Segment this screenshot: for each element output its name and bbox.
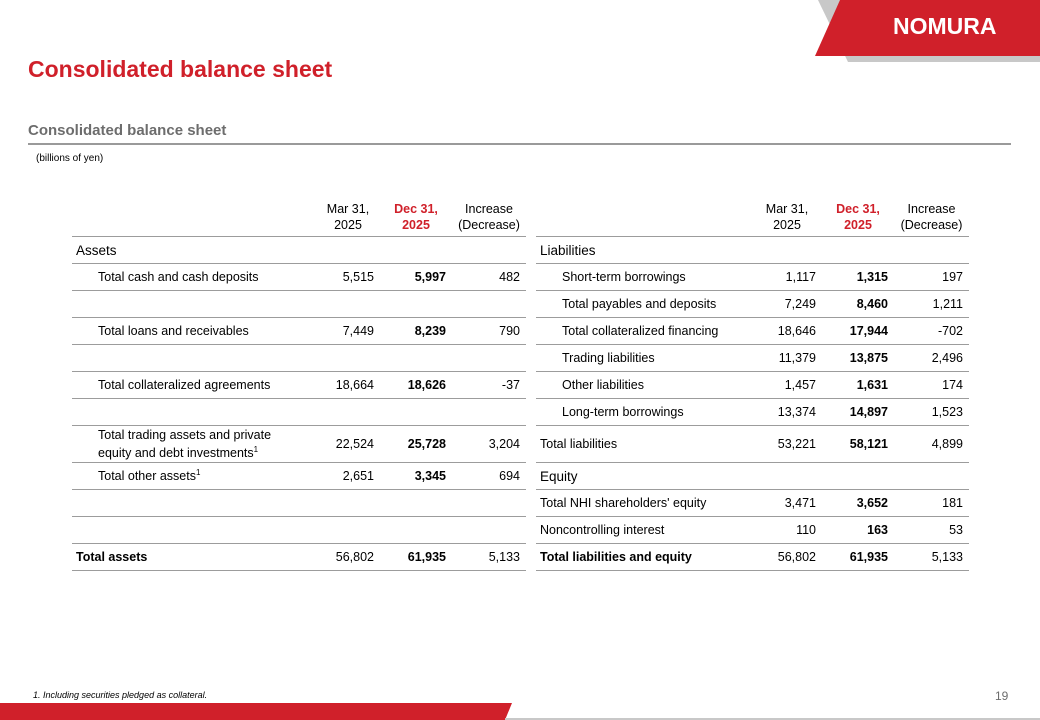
- dec-value: 3,345: [380, 463, 452, 490]
- col-dec-line2: 2025: [402, 218, 430, 232]
- page-number: 19: [995, 689, 1009, 703]
- row-label: Trading liabilities: [536, 345, 752, 372]
- liabilities-header-row: [536, 198, 969, 237]
- row-label: Other liabilities: [536, 372, 752, 399]
- col-chg-line2: (Decrease): [458, 218, 520, 232]
- assets-section-label: Assets: [72, 237, 526, 264]
- col-mar-header: [316, 198, 380, 237]
- mar-value: 7,249: [752, 291, 822, 318]
- col-dec-header: [380, 198, 452, 237]
- chg-value: 197: [894, 264, 969, 291]
- mar-value: 11,379: [752, 345, 822, 372]
- mar-value: 18,664: [316, 372, 380, 399]
- col-dec-line1: Dec 31,: [836, 202, 880, 216]
- col-chg-line2: (Decrease): [900, 218, 963, 232]
- row-label: [72, 426, 316, 463]
- total-label: Total assets: [72, 544, 316, 571]
- chg-value: -702: [894, 318, 969, 345]
- dec-value: 17,944: [822, 318, 894, 345]
- assets-header-row: [72, 198, 526, 237]
- dec-value: 61,935: [380, 544, 452, 571]
- col-dec-line2: 2025: [844, 218, 872, 232]
- header-blank: [536, 198, 752, 237]
- table-row: [536, 345, 969, 372]
- chg-value: 790: [452, 318, 526, 345]
- chg-value: 694: [452, 463, 526, 490]
- blank-row: [72, 291, 526, 318]
- chg-value: 2,496: [894, 345, 969, 372]
- subtotal-row: [536, 426, 969, 463]
- chg-value: 5,133: [894, 544, 969, 571]
- col-mar-line2: 2025: [334, 218, 362, 232]
- blank-row: [72, 345, 526, 372]
- blank-row: [72, 399, 526, 426]
- footnote-marker: 1: [195, 467, 201, 477]
- table-row: [536, 264, 969, 291]
- col-dec-line1: Dec 31,: [394, 202, 438, 216]
- row-label: Long-term borrowings: [536, 399, 752, 426]
- footer-bar: [0, 703, 1040, 720]
- chg-value: 5,133: [452, 544, 526, 571]
- col-mar-line2: 2025: [773, 218, 801, 232]
- dec-value: 5,997: [380, 264, 452, 291]
- row-label: [72, 463, 316, 490]
- dec-value: 1,631: [822, 372, 894, 399]
- table-row: [72, 372, 526, 399]
- row-label: Total collateralized agreements: [72, 372, 316, 399]
- logo-banner: [0, 0, 1040, 64]
- table-row: [536, 372, 969, 399]
- chg-value: 53: [894, 517, 969, 544]
- col-dec-header: [822, 198, 894, 237]
- mar-value: 56,802: [752, 544, 822, 571]
- chg-value: 4,899: [894, 426, 969, 463]
- mar-value: 7,449: [316, 318, 380, 345]
- col-chg-line1: Increase: [465, 202, 513, 216]
- nomura-logo: NOMURA: [893, 13, 997, 39]
- table-row: [72, 264, 526, 291]
- table-row: [536, 291, 969, 318]
- col-chg-header: [452, 198, 526, 237]
- row-label-text: Total other assets: [98, 469, 196, 483]
- mar-value: 1,457: [752, 372, 822, 399]
- footnote: 1. Including securities pledged as collateral.: [33, 690, 208, 700]
- row-label: Total NHI shareholders' equity: [536, 490, 752, 517]
- col-mar-line1: Mar 31,: [765, 202, 809, 216]
- dec-value: 14,897: [822, 399, 894, 426]
- page-title: Consolidated balance sheet: [28, 56, 333, 82]
- table-row: [536, 318, 969, 345]
- total-row: [536, 544, 969, 571]
- row-label-line2: equity and debt investments: [98, 446, 254, 460]
- chg-value: 3,204: [452, 426, 526, 463]
- col-mar-header: [752, 198, 822, 237]
- dec-value: 18,626: [380, 372, 452, 399]
- liabilities-equity-table: [536, 198, 969, 571]
- liabilities-section-row: [536, 237, 969, 264]
- blank-row: [72, 517, 526, 544]
- unit-note: (billions of yen): [36, 153, 104, 164]
- row-label-line1: Total trading assets and private: [98, 428, 272, 442]
- total-row: [72, 544, 526, 571]
- col-chg-header: [894, 198, 969, 237]
- liabilities-section-label: Liabilities: [536, 237, 969, 264]
- mar-value: 22,524: [316, 426, 380, 463]
- dec-value: 25,728: [380, 426, 452, 463]
- chg-value: -37: [452, 372, 526, 399]
- row-label: Total collateralized financing: [536, 318, 752, 345]
- mar-value: 110: [752, 517, 822, 544]
- table-row: [536, 517, 969, 544]
- chg-value: 482: [452, 264, 526, 291]
- row-label: Total liabilities: [536, 426, 752, 463]
- equity-section-row: [536, 463, 969, 490]
- table-row: [72, 463, 526, 490]
- col-chg-line1: Increase: [907, 202, 956, 216]
- dec-value: 8,460: [822, 291, 894, 318]
- dec-value: 1,315: [822, 264, 894, 291]
- mar-value: 18,646: [752, 318, 822, 345]
- mar-value: 5,515: [316, 264, 380, 291]
- row-label: Noncontrolling interest: [536, 517, 752, 544]
- section-divider: [28, 143, 1011, 145]
- header-blank: [72, 198, 316, 237]
- table-row: [536, 399, 969, 426]
- mar-value: 13,374: [752, 399, 822, 426]
- dec-value: 13,875: [822, 345, 894, 372]
- equity-section-label: Equity: [536, 463, 969, 490]
- table-row: [72, 318, 526, 345]
- footnote-marker: 1: [253, 444, 259, 454]
- mar-value: 53,221: [752, 426, 822, 463]
- dec-value: 61,935: [822, 544, 894, 571]
- col-mar-line1: Mar 31,: [326, 202, 370, 216]
- chg-value: 1,523: [894, 399, 969, 426]
- blank-row: [72, 490, 526, 517]
- dec-value: 163: [822, 517, 894, 544]
- chg-value: 174: [894, 372, 969, 399]
- mar-value: 1,117: [752, 264, 822, 291]
- assets-table: [72, 198, 526, 571]
- row-label: Total payables and deposits: [536, 291, 752, 318]
- mar-value: 2,651: [316, 463, 380, 490]
- table-row: [72, 426, 526, 463]
- section-title: Consolidated balance sheet: [28, 122, 227, 139]
- row-label: Total cash and cash deposits: [72, 264, 316, 291]
- footer-red-shape: [0, 703, 512, 720]
- dec-value: 8,239: [380, 318, 452, 345]
- dec-value: 58,121: [822, 426, 894, 463]
- chg-value: 1,211: [894, 291, 969, 318]
- total-label: Total liabilities and equity: [536, 544, 752, 571]
- dec-value: 3,652: [822, 490, 894, 517]
- row-label: Total loans and receivables: [72, 318, 316, 345]
- mar-value: 56,802: [316, 544, 380, 571]
- mar-value: 3,471: [752, 490, 822, 517]
- chg-value: 181: [894, 490, 969, 517]
- row-label: Short-term borrowings: [536, 264, 752, 291]
- table-row: [536, 490, 969, 517]
- assets-section-row: [72, 237, 526, 264]
